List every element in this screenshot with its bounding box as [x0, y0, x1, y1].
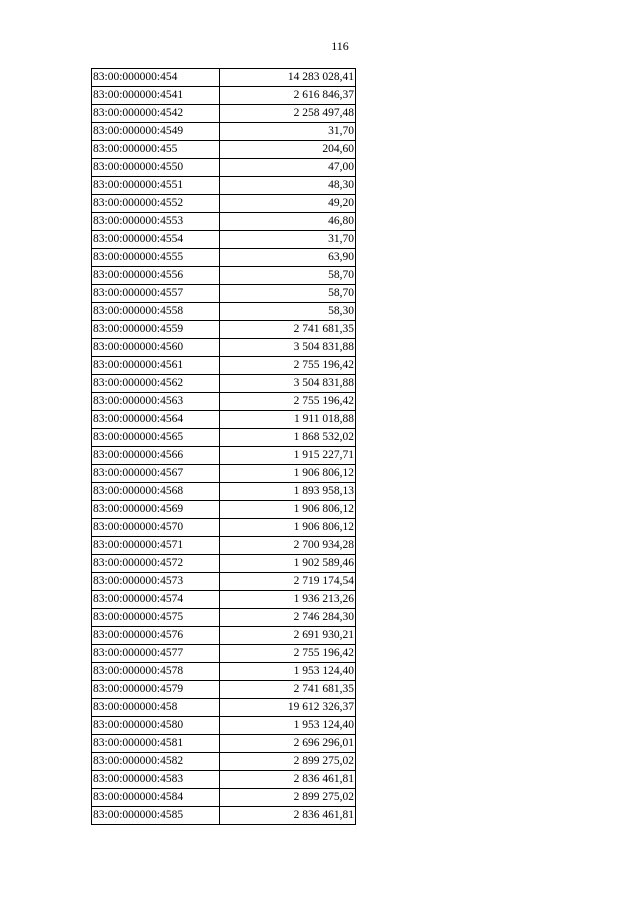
cadastral-number-cell: 83:00:000000:4585 [92, 807, 220, 825]
table-row [92, 141, 356, 159]
cadastral-number-cell: 83:00:000000:4575 [92, 609, 220, 627]
cadastral-value-table [91, 68, 356, 825]
cadastral-number-cell: 83:00:000000:4571 [92, 537, 220, 555]
table-row [92, 123, 356, 141]
table-row [92, 285, 356, 303]
cadastral-number-cell: 83:00:000000:4549 [92, 123, 220, 141]
cadastral-number-cell: 83:00:000000:4558 [92, 303, 220, 321]
cadastral-number-cell: 83:00:000000:4552 [92, 195, 220, 213]
cadastral-number-cell: 83:00:000000:4583 [92, 771, 220, 789]
table-row [92, 105, 356, 123]
table-row [92, 555, 356, 573]
cadastral-number-cell: 83:00:000000:4541 [92, 87, 220, 105]
cadastral-number-cell: 83:00:000000:4550 [92, 159, 220, 177]
table-row [92, 771, 356, 789]
value-cell: 1 911 018,88 [220, 411, 356, 429]
cadastral-number-cell: 83:00:000000:4560 [92, 339, 220, 357]
table-row [92, 537, 356, 555]
table-row [92, 411, 356, 429]
cadastral-number-cell: 83:00:000000:4551 [92, 177, 220, 195]
value-cell: 2 696 296,01 [220, 735, 356, 753]
cadastral-number-cell: 83:00:000000:458 [92, 699, 220, 717]
cadastral-number-cell: 83:00:000000:4559 [92, 321, 220, 339]
cadastral-number-cell: 83:00:000000:4566 [92, 447, 220, 465]
value-cell: 2 741 681,35 [220, 321, 356, 339]
cadastral-number-cell: 83:00:000000:4556 [92, 267, 220, 285]
value-cell: 63,90 [220, 249, 356, 267]
value-cell: 48,30 [220, 177, 356, 195]
cadastral-number-cell: 83:00:000000:4563 [92, 393, 220, 411]
table-row [92, 447, 356, 465]
cadastral-number-cell: 83:00:000000:4565 [92, 429, 220, 447]
table-row [92, 519, 356, 537]
table-row [92, 357, 356, 375]
cadastral-number-cell: 83:00:000000:4578 [92, 663, 220, 681]
cadastral-number-cell: 83:00:000000:4561 [92, 357, 220, 375]
table-row [92, 645, 356, 663]
table-body [92, 69, 356, 825]
table-row [92, 429, 356, 447]
cadastral-number-cell: 83:00:000000:4584 [92, 789, 220, 807]
value-cell: 2 700 934,28 [220, 537, 356, 555]
cadastral-number-cell: 83:00:000000:4567 [92, 465, 220, 483]
table-row [92, 735, 356, 753]
value-cell: 31,70 [220, 231, 356, 249]
value-cell: 204,60 [220, 141, 356, 159]
table-row [92, 663, 356, 681]
value-cell: 2 616 846,37 [220, 87, 356, 105]
cadastral-number-cell: 83:00:000000:455 [92, 141, 220, 159]
cadastral-number-cell: 83:00:000000:4553 [92, 213, 220, 231]
table-row [92, 195, 356, 213]
cadastral-number-cell: 83:00:000000:4574 [92, 591, 220, 609]
cadastral-number-cell: 83:00:000000:4562 [92, 375, 220, 393]
table-row [92, 249, 356, 267]
value-cell: 2 741 681,35 [220, 681, 356, 699]
table-row [92, 681, 356, 699]
cadastral-number-cell: 83:00:000000:4542 [92, 105, 220, 123]
value-cell: 49,20 [220, 195, 356, 213]
table-row [92, 591, 356, 609]
table-row [92, 321, 356, 339]
cadastral-number-cell: 83:00:000000:4577 [92, 645, 220, 663]
cadastral-number-cell: 83:00:000000:4576 [92, 627, 220, 645]
cadastral-number-cell: 83:00:000000:4582 [92, 753, 220, 771]
value-cell: 2 258 497,48 [220, 105, 356, 123]
cadastral-number-cell: 83:00:000000:4569 [92, 501, 220, 519]
cadastral-number-cell: 83:00:000000:4557 [92, 285, 220, 303]
value-cell: 1 915 227,71 [220, 447, 356, 465]
value-cell: 2 836 461,81 [220, 771, 356, 789]
cadastral-number-cell: 83:00:000000:4573 [92, 573, 220, 591]
value-cell: 2 755 196,42 [220, 357, 356, 375]
value-cell: 1 953 124,40 [220, 663, 356, 681]
table-row [92, 393, 356, 411]
value-cell: 31,70 [220, 123, 356, 141]
value-cell: 58,30 [220, 303, 356, 321]
page-number: 116 [331, 39, 349, 53]
cadastral-number-cell: 83:00:000000:4579 [92, 681, 220, 699]
table-row [92, 789, 356, 807]
value-cell: 14 283 028,41 [220, 69, 356, 87]
table-row [92, 717, 356, 735]
cadastral-number-cell: 83:00:000000:4581 [92, 735, 220, 753]
value-cell: 2 691 930,21 [220, 627, 356, 645]
value-cell: 1 953 124,40 [220, 717, 356, 735]
table-row [92, 627, 356, 645]
value-cell: 1 906 806,12 [220, 501, 356, 519]
value-cell: 2 755 196,42 [220, 393, 356, 411]
value-cell: 58,70 [220, 285, 356, 303]
table-row [92, 465, 356, 483]
value-cell: 1 902 589,46 [220, 555, 356, 573]
table-row [92, 231, 356, 249]
table-row [92, 159, 356, 177]
table-row [92, 573, 356, 591]
cadastral-number-cell: 83:00:000000:4568 [92, 483, 220, 501]
table-row [92, 375, 356, 393]
cadastral-number-cell: 83:00:000000:4564 [92, 411, 220, 429]
value-cell: 2 836 461,81 [220, 807, 356, 825]
value-cell: 19 612 326,37 [220, 699, 356, 717]
value-cell: 1 906 806,12 [220, 519, 356, 537]
value-cell: 2 899 275,02 [220, 789, 356, 807]
value-cell: 46,80 [220, 213, 356, 231]
value-cell: 1 936 213,26 [220, 591, 356, 609]
value-cell: 1 893 958,13 [220, 483, 356, 501]
table-row [92, 807, 356, 825]
table-row [92, 177, 356, 195]
table-row [92, 609, 356, 627]
table-row [92, 483, 356, 501]
value-cell: 2 755 196,42 [220, 645, 356, 663]
cadastral-number-cell: 83:00:000000:4555 [92, 249, 220, 267]
value-cell: 2 899 275,02 [220, 753, 356, 771]
cadastral-number-cell: 83:00:000000:4554 [92, 231, 220, 249]
table-row [92, 267, 356, 285]
table-row [92, 501, 356, 519]
value-cell: 3 504 831,88 [220, 339, 356, 357]
table-row [92, 753, 356, 771]
value-cell: 2 746 284,30 [220, 609, 356, 627]
value-cell: 58,70 [220, 267, 356, 285]
value-cell: 1 906 806,12 [220, 465, 356, 483]
cadastral-number-cell: 83:00:000000:4580 [92, 717, 220, 735]
table-row [92, 87, 356, 105]
table-row [92, 213, 356, 231]
table-row [92, 339, 356, 357]
value-cell: 2 719 174,54 [220, 573, 356, 591]
cadastral-number-cell: 83:00:000000:4570 [92, 519, 220, 537]
table-row [92, 303, 356, 321]
cadastral-number-cell: 83:00:000000:4572 [92, 555, 220, 573]
value-cell: 47,00 [220, 159, 356, 177]
table-row [92, 699, 356, 717]
cadastral-number-cell: 83:00:000000:454 [92, 69, 220, 87]
table-row [92, 69, 356, 87]
value-cell: 3 504 831,88 [220, 375, 356, 393]
value-cell: 1 868 532,02 [220, 429, 356, 447]
